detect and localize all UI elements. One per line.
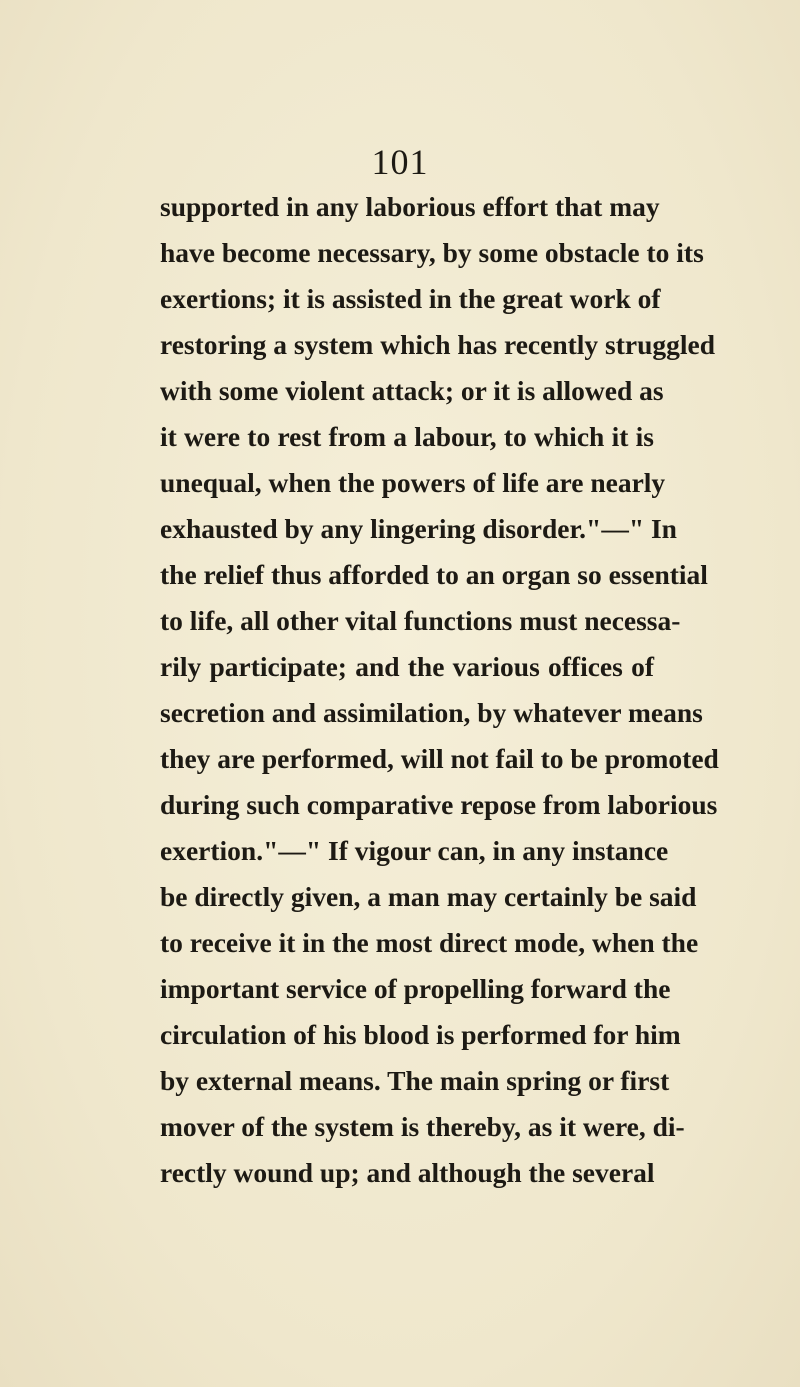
page-number: 101 [371, 142, 429, 182]
text-line: rily participate; and the various offices of [160, 651, 654, 682]
body-text [160, 184, 719, 1196]
text-line: exertion."—" If vigour can, in any instance [160, 835, 669, 866]
text-line: secretion and assimilation, by whatever means [160, 697, 703, 728]
text-line: be directly given, a man may certainly be said [160, 881, 697, 912]
text-line: with some violent attack; or it is allowed as [160, 375, 664, 406]
text-line: restoring a system which has recently struggled [160, 329, 716, 360]
text-line: they are performed, will not fail to be promoted [160, 743, 719, 774]
text-line: the relief thus afforded to an organ so essential [160, 559, 708, 590]
text-line: to life, all other vital functions must necessa- [160, 605, 681, 636]
text-line: unequal, when the powers of life are nearly [160, 467, 666, 498]
text-line: during such comparative repose from laborious [160, 789, 718, 820]
text-line: exhausted by any lingering disorder."—" In [160, 513, 677, 544]
text-line: mover of the system is thereby, as it were, di- [160, 1111, 685, 1142]
text-line: rectly wound up; and although the several [160, 1157, 655, 1188]
text-line: important service of propelling forward the [160, 973, 671, 1004]
text-line: to receive it in the most direct mode, when the [160, 927, 699, 958]
text-line: supported in any laborious effort that may [160, 191, 660, 222]
text-line: have become necessary, by some obstacle to its [160, 237, 704, 268]
text-line: by external means. The main spring or first [160, 1065, 670, 1096]
text-line: it were to rest from a labour, to which it is [160, 421, 654, 452]
text-line: circulation of his blood is performed for him [160, 1019, 681, 1050]
text-line: exertions; it is assisted in the great work of [160, 283, 661, 314]
